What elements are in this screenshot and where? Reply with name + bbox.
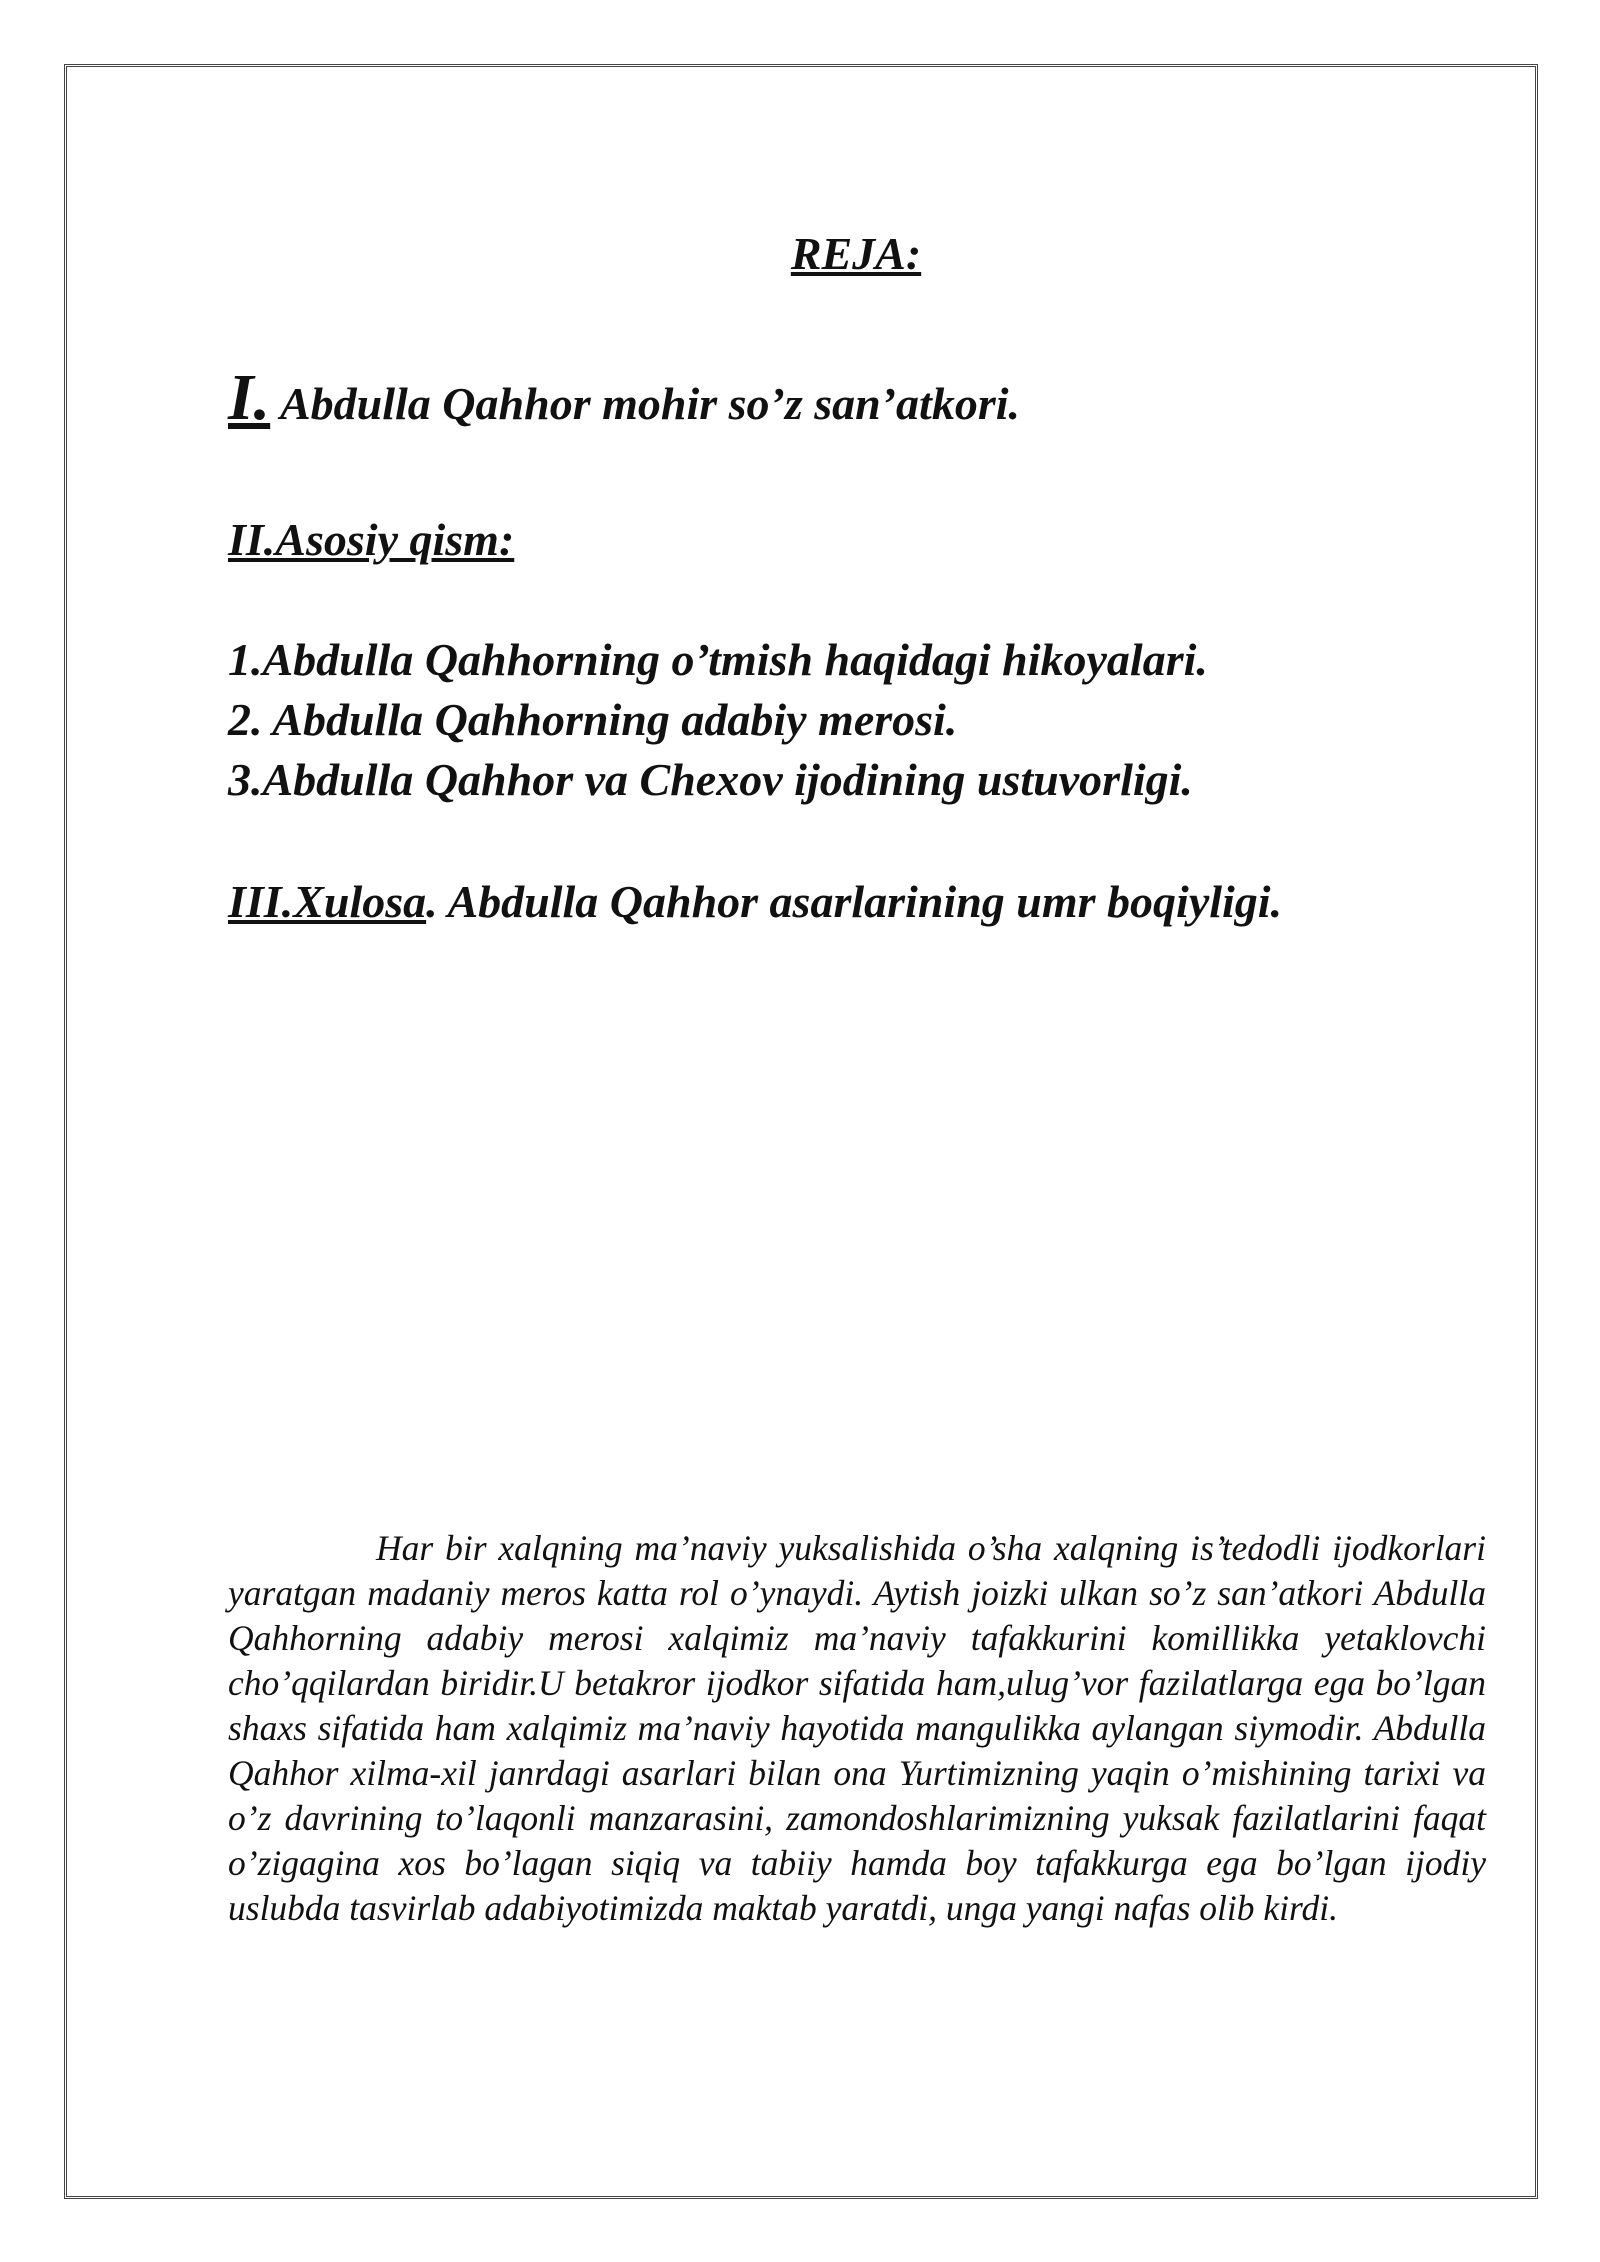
section-2 bbox=[228, 510, 514, 570]
section-1-numeral: I. bbox=[228, 361, 271, 434]
plan-title-row bbox=[0, 224, 1600, 284]
section-1 bbox=[228, 362, 1020, 440]
section-2-heading: II.Asosiy qism: bbox=[228, 514, 515, 565]
main-part-list bbox=[228, 630, 1208, 810]
section-3-text: . Abdulla Qahhor asarlarining umr boqiyligi. bbox=[426, 876, 1283, 927]
section-3 bbox=[228, 872, 1282, 932]
list-item: 1.Abdulla Qahhorning o’tmish haqidagi hikoyalari. bbox=[228, 634, 1208, 685]
list-item: 3.Abdulla Qahhor va Chexov ijodining ustuvorligi. bbox=[228, 754, 1193, 805]
body-paragraph: Har bir xalqning ma’naviy yuksalishida o’sha xalqning is’tedodli ijodkorlari yaratgan madaniy meros katta rol o’ynaydi. Aytish joizki ulkan so’z san’atkori Abdulla Qahhorning adabiy merosi xalqimiz ma’naviy tafakkurini komillikka yetaklovchi cho’qqilardan biridir.U betakror ijodkor sifatida ham,ulug’vor fazilatlarga ega bo’lgan shaxs sifatida ham xalqimiz ma’naviy hayotida mangulikka aylangan siymodir. Abdulla Qahhor xilma-xil janrdagi asarlari bilan ona Yurtimizning yaqin o’mishining tarixi va o’z davrining to’laqonli manzarasini, zamondoshlarimizning yuksak fazilatlarini faqat o’zigagina xos bo’lagan siqiq va tabiiy hamda boy tafakkurga ega bo’lgan ijodiy uslubda tasvirlab adabiyotimizda maktab yaratdi, unga yangi nafas olib kirdi. bbox=[228, 1528, 1486, 1928]
plan-title: REJA: bbox=[790, 228, 922, 279]
list-item: 2. Abdulla Qahhorning adabiy merosi. bbox=[228, 694, 958, 745]
section-3-heading: III.Xulosa bbox=[228, 876, 427, 927]
section-1-text: Abdulla Qahhor mohir so’z san’atkori. bbox=[270, 378, 1021, 429]
